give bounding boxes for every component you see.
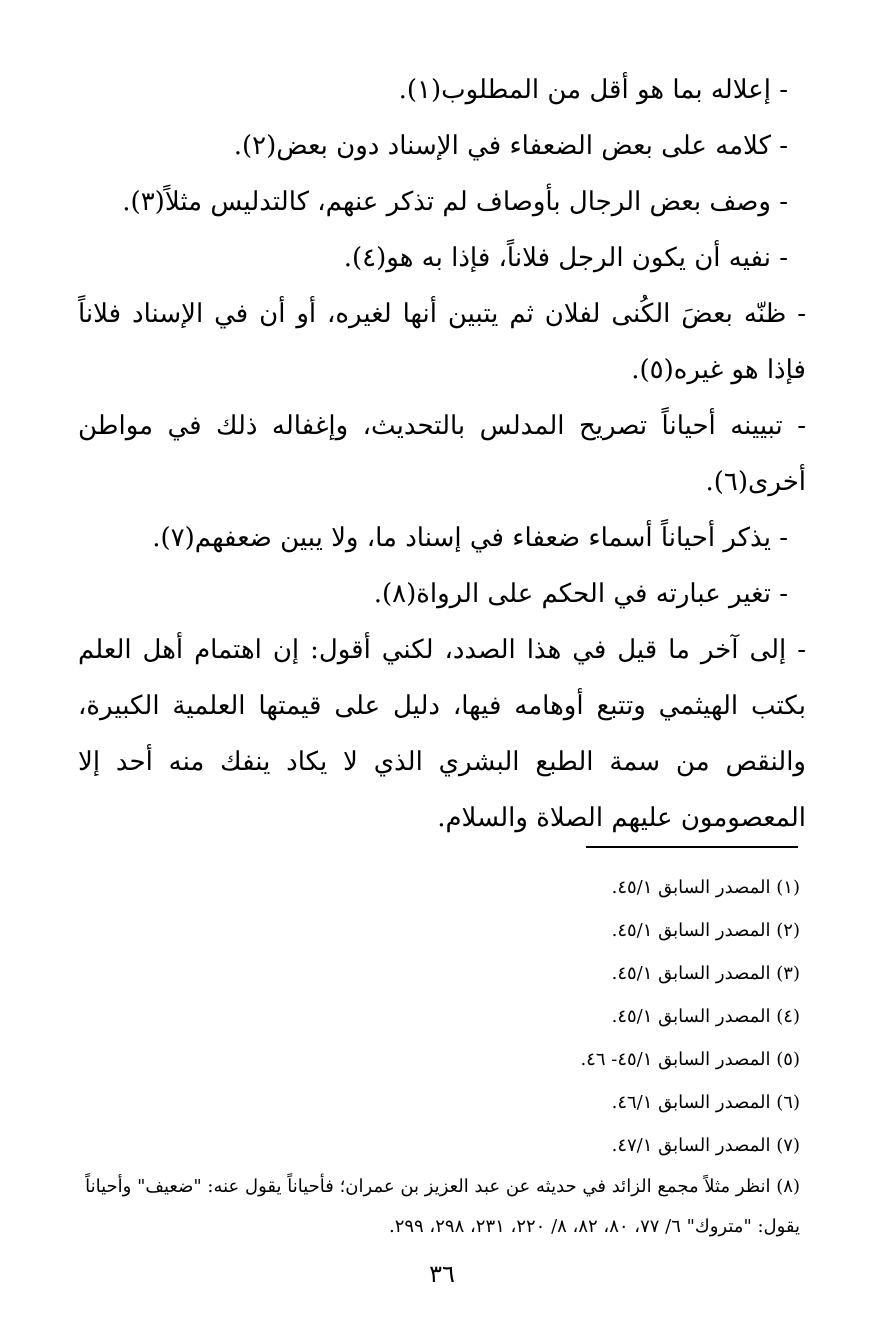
list-item: - تغير عبارته في الحكم على الرواة(٨). xyxy=(373,579,788,609)
list-item: - إعلاله بما هو أقل من المطلوب(١). xyxy=(398,75,788,105)
list-item: - ظنّه بعضَ الكُنى لفلان ثم يتبين أنها لغيره، أو أن في الإسناد فلاناً فإذا هو غيره(٥). xyxy=(78,299,806,385)
main-text xyxy=(78,62,806,846)
list-item: - كلامه على بعض الضعفاء في الإسناد دون بعض(٢). xyxy=(233,131,788,161)
list-item: - نفيه أن يكون الرجل فلاناً، فإذا به هو(٤). xyxy=(343,243,788,273)
footnote-separator xyxy=(586,846,798,848)
page-number: ٣٦ xyxy=(429,1260,455,1288)
footnotes xyxy=(80,866,800,1247)
list-item: - وصف بعض الرجال بأوصاف لم تذكر عنهم، كالتدليس مثلاً(٣). xyxy=(122,187,788,217)
footnote: (٨) انظر مثلاً مجمع الزائد في حديثه عن عبد العزيز بن عمران؛ فأحياناً يقول عنه: "ضعيف" وأحياناً يقول: "متروك" ٦/ ٧٧، ٨٠، ٨٢، ٨/ ٢٢٠، ٢٣١، ٢٩٨، ٢٩٩. xyxy=(85,1176,800,1237)
footnote: (١) المصدر السابق ٤٥/١. xyxy=(611,877,800,898)
footnote: (٦) المصدر السابق ٤٦/١. xyxy=(611,1092,800,1113)
list-item: - تبيينه أحياناً تصريح المدلس بالتحديث، وإغفاله ذلك في مواطن أخرى(٦). xyxy=(78,411,806,497)
footnote: (٤) المصدر السابق ٤٥/١. xyxy=(611,1006,800,1027)
footnote: (٢) المصدر السابق ٤٥/١. xyxy=(611,920,800,941)
footnote: (٣) المصدر السابق ٤٥/١. xyxy=(611,963,800,984)
list-item: - يذكر أحياناً أسماء ضعفاء في إسناد ما، ولا يبين ضعفهم(٧). xyxy=(152,523,788,553)
footnote: (٥) المصدر السابق ٤٥/١- ٤٦. xyxy=(580,1049,800,1070)
concluding-paragraph: - إلى آخر ما قيل في هذا الصدد، لكني أقول: إن اهتمام أهل العلم بكتب الهيثمي وتتبع أوهامه فيها، دليل على قيمتها العلمية الكبيرة، والنقص من سمة الطبع البشري الذي لا يكاد ينفك منه أحد إلا المعصومون عليهم الصلاة والسلام. xyxy=(78,635,806,833)
footnote: (٧) المصدر السابق ٤٧/١. xyxy=(611,1135,800,1156)
